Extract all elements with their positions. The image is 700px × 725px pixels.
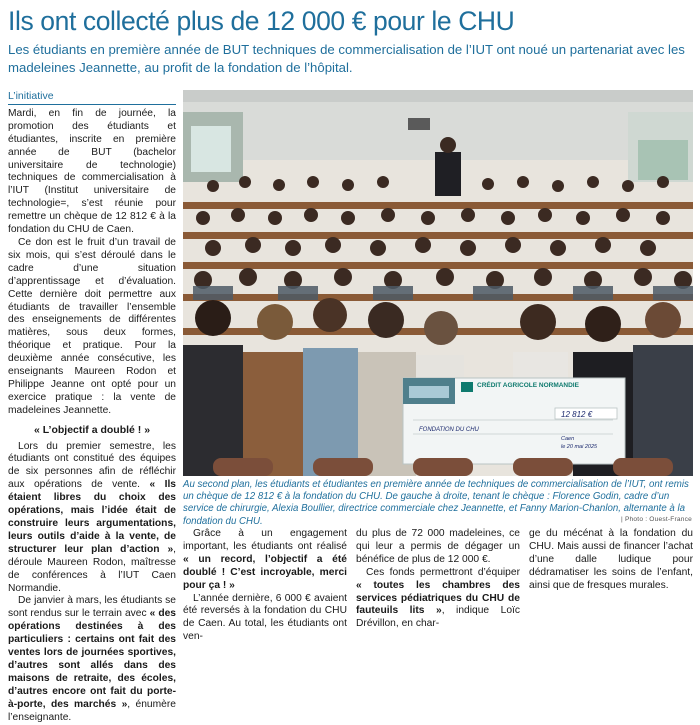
cheque-city: Caen <box>561 436 575 442</box>
body-column-3 <box>356 528 520 630</box>
paragraph: Ces fonds permettront d’équiper « toutes les chambres des services pédiatriques du CHU de fauteuils lits », indique Loïc Drévillon, en char- <box>356 566 520 630</box>
body-column-4 <box>529 528 693 626</box>
cheque-bank: CRÉDIT AGRICOLE NORMANDIE <box>477 382 579 389</box>
intertitle: « L’objectif a doublé ! » <box>33 423 151 436</box>
standfirst: Les étudiants en première année de BUT techniques de commercialisation de l’IUT ont noué un partenariat avec les madeleines Jeannette, au profit de la fondation de l’hôpital. <box>8 42 685 75</box>
paragraph: Mardi, en fin de journée, la promotion des étudiants et étudiantes, inscrite en première année de BUT (bachelor universitaire de technologie) techniques de commercialisation à l’IUT (Institut universitaire de technologie=, s’est réunie pour remettre un chèque de 12 812 € à la fondation du CHU de Caen. <box>8 107 176 236</box>
paragraph: Ce don est le fruit d’un travail de six mois, qui s’est déroulé dans le cadre d’une situation d’apprentissage et d’évaluation. Cette dernière doit permettre aux étudiants de travailler l’ensemble des enseignements de différentes matières, sous deux formes, théorique et pratique. Pour la deuxième année consécutive, les enseignants Maureen Rodon et Philippe Jeanne ont opté pour un exercice pratique : la vente de madeleines Jeannette. <box>8 236 176 416</box>
quote: « toutes les chambres des services pédiatriques du CHU de fauteuils lits » <box>356 579 520 617</box>
headline: Ils ont collecté plus de 12 000 € pour le CHU <box>8 6 515 36</box>
paragraph: L’année dernière, 6 000 € avaient été reversés à la fondation du CHU de Caen. Au total, les étudiants ont ven- <box>183 592 347 643</box>
cheque <box>403 378 625 464</box>
kicker-label: L’initiative <box>8 90 176 105</box>
paragraph: Lors du premier semestre, les étudiants ont constitué des équipes de six personnes afin de réfléchir aux opérations de vente. « Ils étaient libres du choix des opérations, mais l’idée était de construire leurs argumentations, leurs outils d’aide à la vente, de structurer leur plan d’action », déroule Maureen Rodon, maîtresse de conférences à l’IUT Caen Normandie. <box>8 440 177 594</box>
paragraph: De janvier à mars, les étudiants se sont rendus sur le terrain avec « des opérations destinées à des particuliers : certains ont fait des ventes lors de journées sportives, d’autres sont allés dans des maisons de retraite, des écoles, d’autres encore ont fait du porte-à-porte, des marchés », énumère l’enseignante. <box>8 595 176 723</box>
quote: « un record, l’objectif a été doublé ! C’est incroyable, merci pour ça ! » <box>183 553 347 591</box>
paragraph: Grâce à un engagement important, les étudiants ont réalisé « un record, l’objectif a été doublé ! C’est incroyable, merci pour ça ! » <box>183 528 347 591</box>
paragraph: du plus de 72 000 madeleines, ce qui leur a permis de dégager un bénéfice de plus de 12 000 €. <box>356 528 520 565</box>
body-column-left <box>8 90 177 723</box>
group-photo <box>183 90 693 476</box>
quote: « des opérations destinées à des particuliers : certains ont fait des ventes lors de journées sportives, d’autres sont allés dans des maisons de retraite, des écoles, d’autres encore ont fait du porte-à-porte, des marchés » <box>8 608 176 710</box>
cheque-amount: 12 812 € <box>561 410 593 419</box>
cheque-payee: FONDATION DU CHU <box>419 427 479 433</box>
paragraph: ge du mécénat à la fondation du CHU. Mais aussi de financer l’achat d’une dalle ludique pour dédramatiser les soins de l’enfant, ainsi que de fresques murales. <box>529 528 693 591</box>
quote: « Ils étaient libres du choix des opérations, mais l’idée était de construire leurs argumentations, leurs outils d’aide à la vente, de structurer leur plan d’action » <box>8 479 177 555</box>
photo-credit: | Photo : Ouest-France <box>621 516 692 523</box>
cheque-date: le 20 mai 2025 <box>561 444 598 450</box>
photo-caption: Au second plan, les étudiants et étudiantes en première année de techniques de commercialisation de l’IUT, ont remis un chèque de 12 812 € à la fondation du CHU. De gauche à droite, tenant le chèque : Florence Godin, cadre d’un service de chirurgie, Alexia Boullier, directrice commerciale chez Jeannette, et Fanny Marion-Chanlon, alternante à la fondation du CHU. <box>183 479 689 527</box>
body-column-2 <box>183 528 347 643</box>
